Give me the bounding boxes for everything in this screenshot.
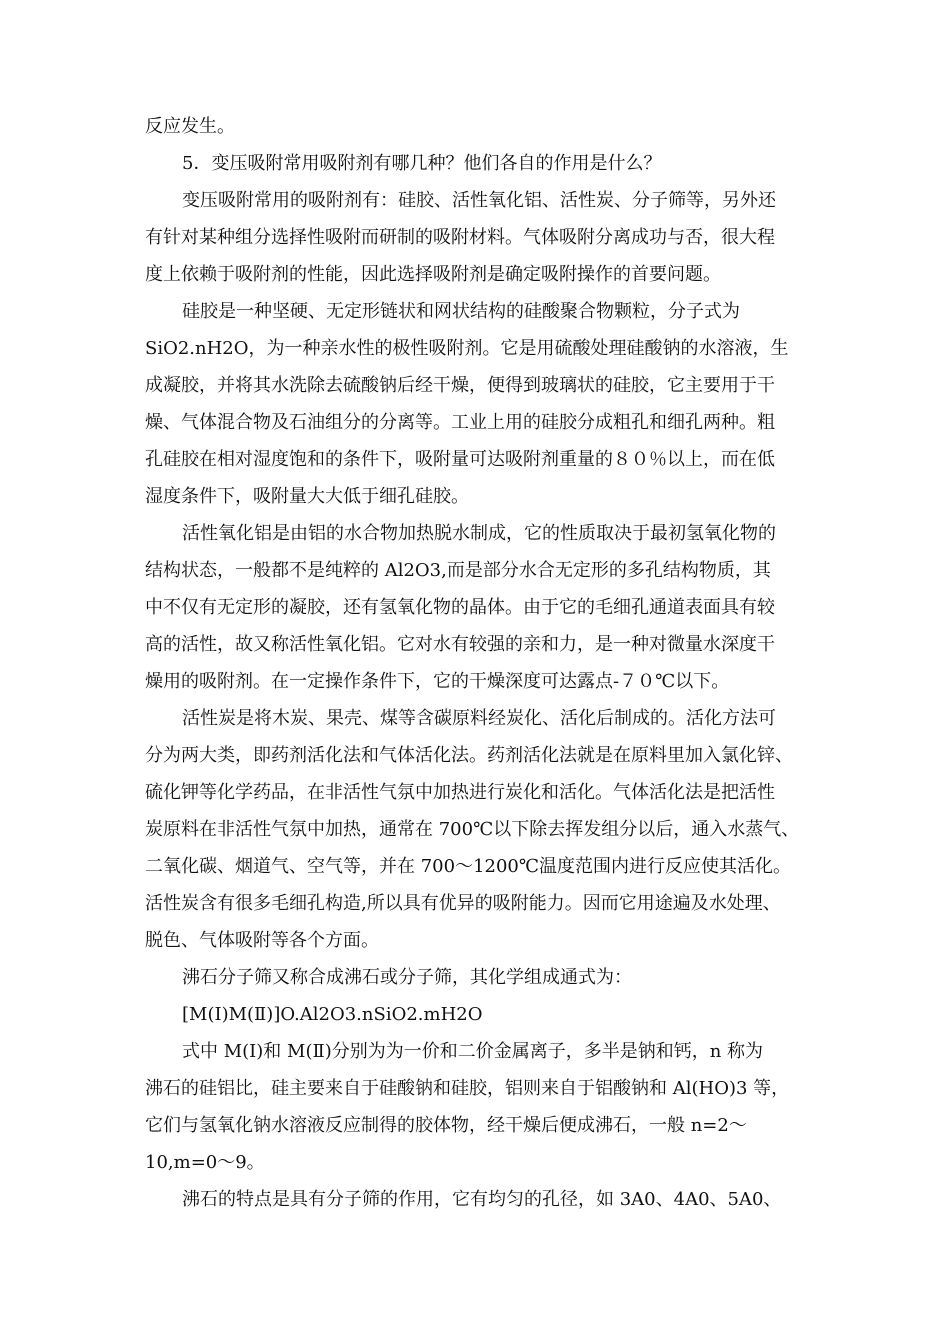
- text-line: 沸石分子筛又称合成沸石或分子筛，其化学组成通式为：: [182, 967, 632, 988]
- text-line: 湿度条件下，吸附量大大低于细孔硅胶。: [145, 486, 469, 507]
- text-line: 炭原料在非活性气氛中加热，通常在 700℃以下除去挥发组分以后，通入水蒸气、: [145, 819, 800, 840]
- text-line: 活性炭是将木炭、果壳、煤等含碳原料经炭化、活化后制成的。活化方法可: [182, 708, 776, 729]
- text-line: 脱色、气体吸附等各个方面。: [145, 930, 379, 951]
- text-line: 有针对某种组分选择性吸附而研制的吸附材料。气体吸附分离成功与否，很大程: [145, 227, 775, 248]
- text-line: 度上依赖于吸附剂的性能，因此选择吸附剂是确定吸附操作的首要问题。: [145, 264, 721, 285]
- text-line: 10,m=0～9。: [145, 1152, 265, 1173]
- text-line: 它们与氢氧化钠水溶液反应制得的胶体物，经干燥后便成沸石，一般 n=2～: [145, 1115, 747, 1136]
- text-line: 燥用的吸附剂。在一定操作条件下，它的干燥深度可达露点-７０℃以下。: [145, 671, 730, 692]
- text-line: 沸石的特点是具有分子筛的作用，它有均匀的孔径，如 3A0、4A0、5A0、: [182, 1189, 782, 1210]
- text-line: 沸石的硅铝比，硅主要来自于硅酸钠和硅胶，铝则来自于铝酸钠和 Al(HO)3 等，: [145, 1078, 790, 1099]
- text-line: SiO2.nH2O，为一种亲水性的极性吸附剂。它是用硫酸处理硅酸钠的水溶液，生: [145, 338, 789, 359]
- text-line: 分为两大类，即药剂活化法和气体活化法。药剂活化法就是在原料里加入氯化锌、: [145, 745, 793, 766]
- text-line: 高的活性，故又称活性氧化铝。它对水有较强的亲和力，是一种对微量水深度干: [145, 634, 775, 655]
- text-line: 反应发生。: [145, 116, 235, 137]
- text-line: 结构状态，一般都不是纯粹的 Al2O3,而是部分水合无定形的多孔结构物质，其: [145, 560, 771, 581]
- text-line: 活性氧化铝是由铝的水合物加热脱水制成，它的性质取决于最初氢氧化物的: [182, 523, 776, 544]
- text-line: 孔硅胶在相对湿度饱和的条件下，吸附量可达吸附剂重量的８０％以上，而在低: [145, 449, 775, 470]
- text-line: 中不仅有无定形的凝胶，还有氢氧化物的晶体。由于它的毛细孔通道表面具有较: [145, 597, 775, 618]
- text-line: 硫化钾等化学药品，在非活性气氛中加热进行炭化和活化。气体活化法是把活性: [145, 782, 775, 803]
- question-heading: 5．变压吸附常用吸附剂有哪几种？他们各自的作用是什么？: [182, 153, 662, 174]
- text-line: 活性炭含有很多毛细孔构造,所以具有优异的吸附能力。因而它用途遍及水处理、: [145, 893, 781, 914]
- text-line: 硅胶是一种坚硬、无定形链状和网状结构的硅酸聚合物颗粒，分子式为: [182, 301, 740, 322]
- text-line: 燥、气体混合物及石油组分的分离等。工业上用的硅胶分成粗孔和细孔两种。粗: [145, 412, 775, 433]
- text-line: 变压吸附常用的吸附剂有：硅胶、活性氧化铝、活性炭、分子筛等，另外还: [182, 190, 776, 211]
- formula-line: [M(Ⅰ)M(Ⅱ)]O.Al2O3.nSiO2.mH2O: [182, 1004, 483, 1025]
- text-line: 成凝胶，并将其水洗除去硫酸钠后经干燥，便得到玻璃状的硅胶，它主要用于干: [145, 375, 775, 396]
- text-line: 式中 M(Ⅰ)和 M(Ⅱ)分别为为一价和二价金属离子，多半是钠和钙，n 称为: [182, 1041, 764, 1062]
- text-line: 二氧化碳、烟道气、空气等，并在 700～1200℃温度范围内进行反应使其活化。: [145, 856, 792, 877]
